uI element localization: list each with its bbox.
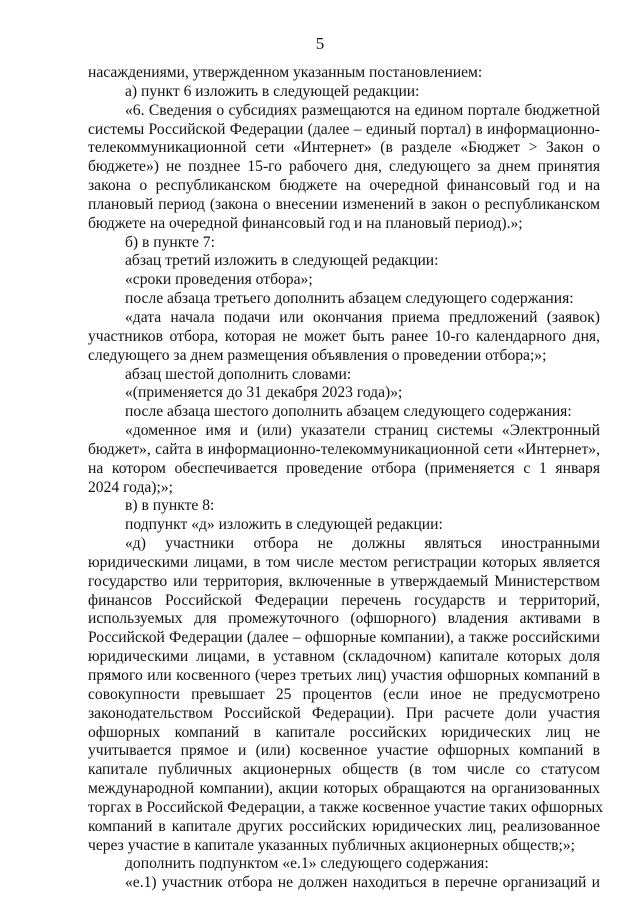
text-line: государство или территория, включенные в утверждаемый Министерством [88, 572, 600, 590]
document-body [88, 64, 604, 893]
text-line: «е.1) участник отбора не должен находиться в перечне организаций и [125, 874, 600, 892]
page-number: 5 [315, 34, 325, 53]
text-line: юридическими лицами, в том числе местом регистрации которых является [88, 553, 600, 571]
text-line: абзац третий изложить в следующей редакции: [125, 252, 439, 270]
text-line: используемых для промежуточного (офшорного) владения активами в [88, 610, 600, 628]
text-line: компаний в капитале других российских юридических лиц, реализованное [88, 817, 600, 835]
text-line: насаждениями, утвержденном указанным постановлением: [88, 64, 483, 81]
text-line: бюджете») не позднее 15-го рабочего дня, следующего за днем принятия [88, 158, 600, 176]
text-line: а) пункт 6 изложить в следующей редакции: [125, 82, 420, 100]
text-line: б) в пункте 7: [125, 233, 215, 251]
text-line: плановый период (закона о внесении изменений в закон о республиканском [88, 195, 600, 213]
text-line: законодательством Российской Федерации). При расчете доли участия [88, 704, 600, 722]
text-line: после абзаца шестого дополнить абзацем следующего содержания: [125, 403, 572, 421]
text-line: системы Российской Федерации (далее – единый портал) в информационно- [88, 120, 600, 138]
text-line: «сроки проведения отбора»; [125, 271, 313, 289]
text-line: бюджет», сайта в информационно-телекоммуникационной сети «Интернет», [88, 440, 600, 458]
text-line: телекоммуникационной сети «Интернет» (в разделе «Бюджет > Закон о [88, 139, 600, 157]
text-line: юридическими лицами, в уставном (складочном) капитале которых доля [88, 648, 600, 666]
text-line: через участие в капитале указанных публичных акционерных обществ;»; [88, 836, 576, 854]
text-line: офшорных компаний в капитале российских юридических лиц не [88, 723, 600, 741]
text-line: Российской Федерации (далее – офшорные компании), а также российскими [88, 629, 600, 647]
text-line: международной компании), акции которых обращаются на организованных [88, 780, 600, 798]
text-line: абзац шестой дополнить словами: [125, 365, 352, 383]
text-line: финансов Российской Федерации перечень государств и территорий, [88, 591, 600, 609]
text-line: после абзаца третьего дополнить абзацем следующего содержания: [125, 290, 574, 308]
text-line: «(применяется до 31 декабря 2023 года)»; [125, 384, 403, 402]
text-line: «6. Сведения о субсидиях размещаются на едином портале бюджетной [125, 101, 600, 119]
text-line: учитывается прямое и (или) косвенное участие офшорных компаний в [88, 742, 600, 760]
text-line: на котором обеспечивается проведение отбора (применяется с 1 января [88, 459, 600, 477]
text-line: следующего за днем размещения объявления о проведении отбора;»; [88, 346, 547, 364]
text-line: «д) участники отбора не должны являться иностранными [125, 535, 600, 553]
text-line: 2024 года);»; [88, 478, 173, 496]
text-line: в) в пункте 8: [125, 497, 215, 515]
text-line: капитале публичных акционерных обществ (в том числе со статусом [88, 761, 600, 779]
text-line: дополнить подпунктом «е.1» следующего содержания: [125, 855, 489, 873]
text-line: подпункт «д» изложить в следующей редакции: [125, 516, 443, 534]
text-line: участников отбора, которая не может быть ранее 10-го календарного дня, [88, 327, 600, 345]
text-line: закона о республиканском бюджете на очередной финансовый год и на [88, 177, 600, 195]
text-line: совокупности превышает 25 процентов (если иное не предусмотрено [88, 685, 600, 703]
text-line: бюджете на очередной финансовый год и на плановый период).»; [88, 214, 523, 232]
text-line: торгах в Российской Федерации, а также косвенное участие таких офшорных [88, 798, 604, 816]
text-line: прямого или косвенного (через третьих лиц) участия офшорных компаний в [88, 667, 600, 684]
text-line: «доменное имя и (или) указатели страниц системы «Электронный [125, 422, 600, 440]
text-line: «дата начала подачи или окончания приема предложений (заявок) [125, 308, 600, 326]
